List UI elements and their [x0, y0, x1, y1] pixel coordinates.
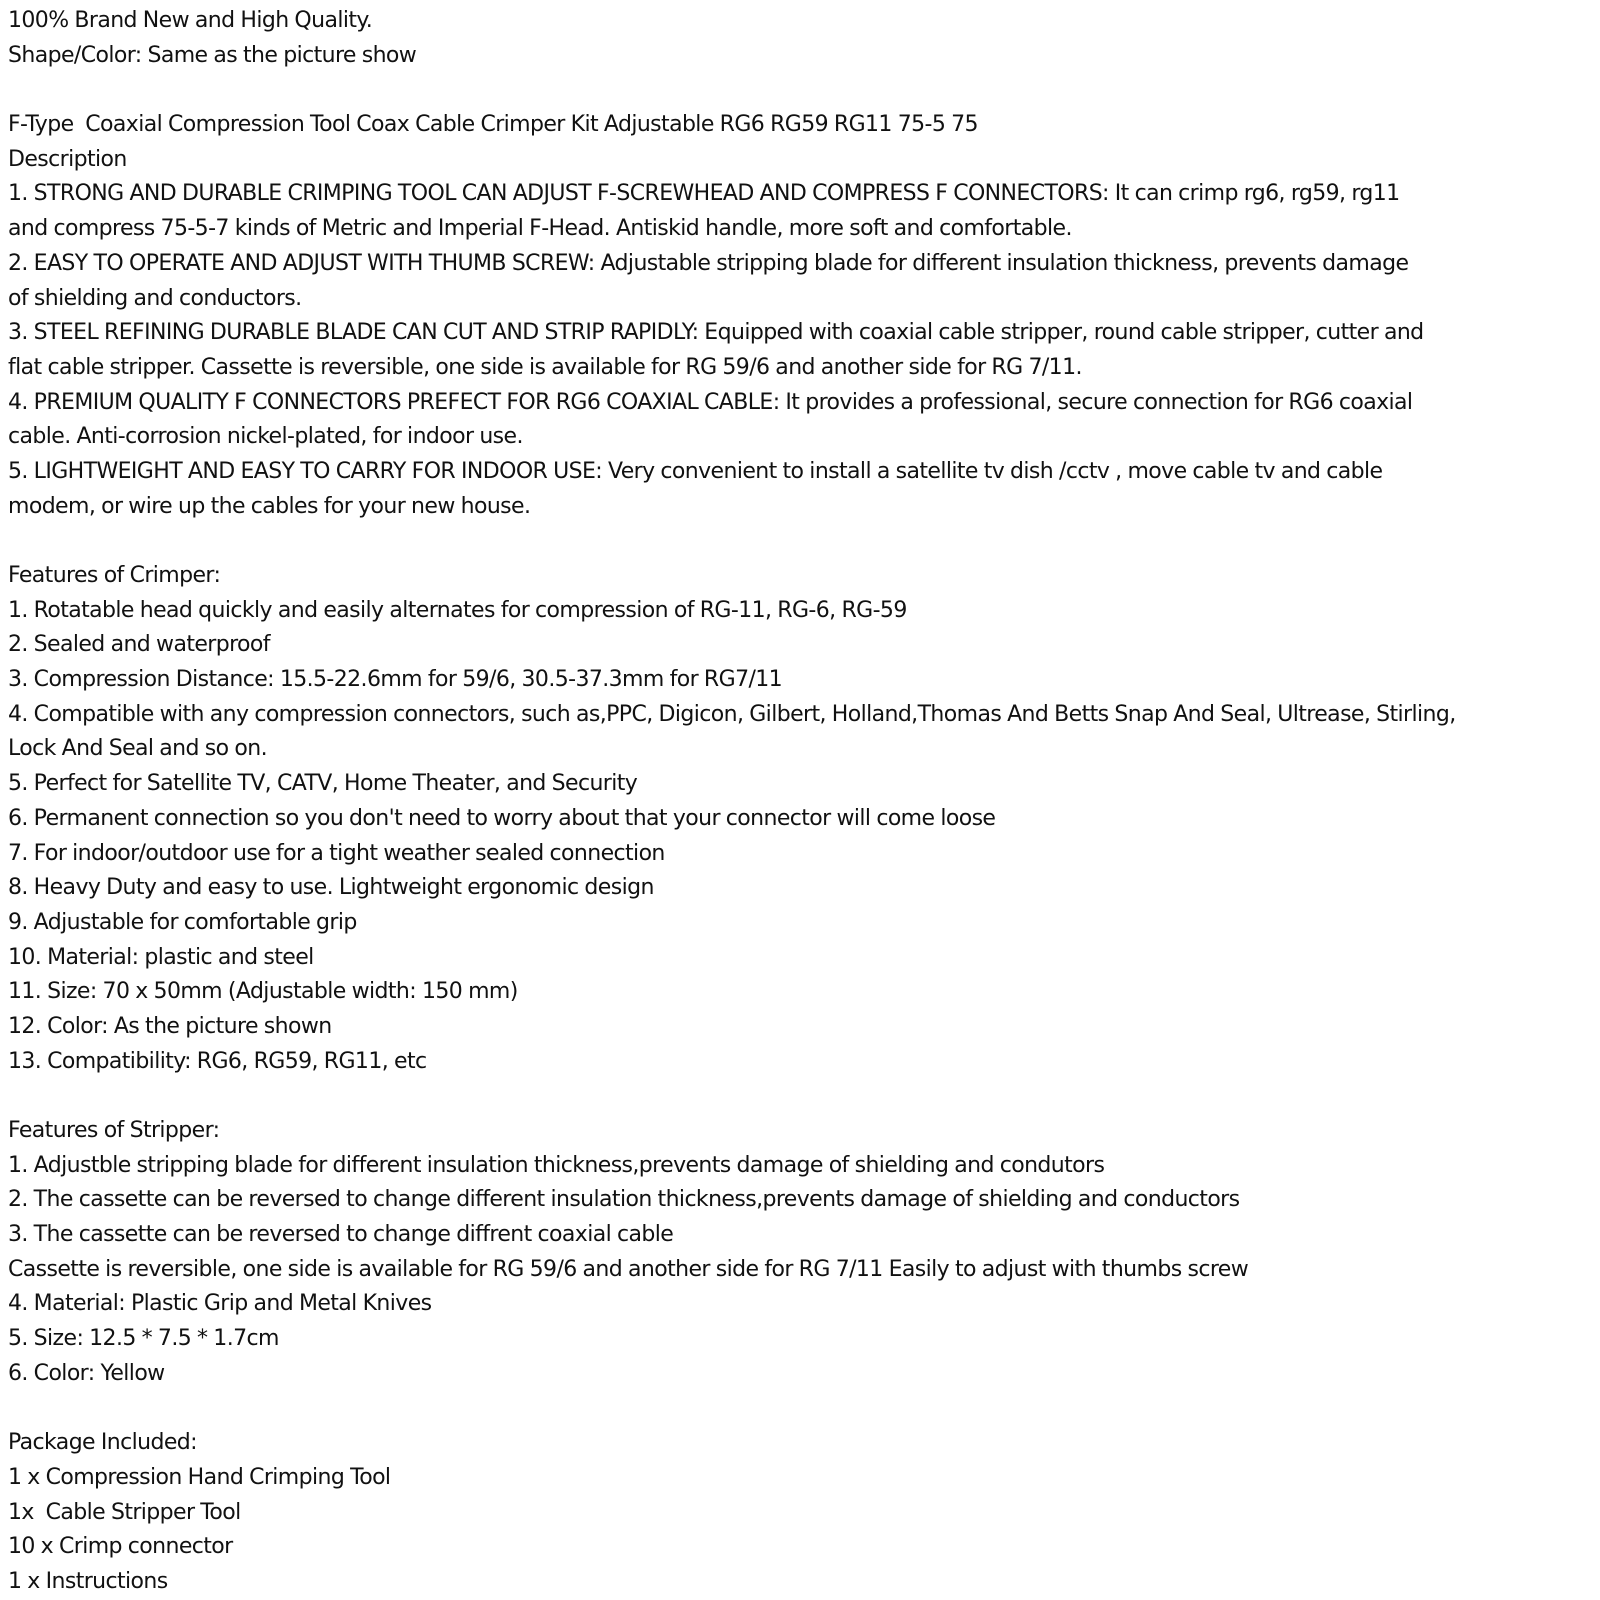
crimper-feature-item: 4. Compatible with any compression connectors, such as,PPC, Digicon, Gilbert, Holland,Thomas And Betts Snap And Seal, Ultrease, Stirling, [8, 701, 1456, 727]
crimper-features-heading: Features of Crimper: [8, 563, 221, 588]
crimper-feature-item: 5. Perfect for Satellite TV, CATV, Home Theater, and Security [8, 771, 638, 797]
package-item: 1 x Compression Hand Crimping Tool [8, 1464, 391, 1490]
crimper-feature-item: 7. For indoor/outdoor use for a tight weather sealed connection [8, 840, 665, 866]
stripper-feature-item: 5. Size: 12.5 * 7.5 * 1.7cm [8, 1326, 279, 1352]
description-line: 5. LIGHTWEIGHT AND EASY TO CARRY FOR INDOOR USE: Very convenient to install a satellite tv dish /cctv , move cable tv and cable [8, 458, 1383, 484]
description-line: 4. PREMIUM QUALITY F CONNECTORS PREFECT FOR RG6 COAXIAL CABLE: It provides a professional, secure connection for RG6 coaxial [8, 389, 1413, 415]
crimper-feature-item: 6. Permanent connection so you don't need to worry about that your connector will come loose [8, 805, 996, 831]
product-title: F-Type Coaxial Compression Tool Coax Cable Crimper Kit Adjustable RG6 RG59 RG11 75-5 75 [8, 112, 978, 138]
package-item: 1x Cable Stripper Tool [8, 1499, 241, 1525]
description-heading: Description [8, 146, 127, 172]
crimper-feature-item: 11. Size: 70 x 50mm (Adjustable width: 150 mm) [8, 979, 518, 1005]
package-item: 10 x Crimp connector [8, 1534, 233, 1560]
crimper-feature-item: 1. Rotatable head quickly and easily alternates for compression of RG-11, RG-6, RG-59 [8, 597, 907, 623]
stripper-features-heading: Features of Stripper: [8, 1118, 220, 1143]
product-description-document [8, 4, 1588, 1600]
package-included-heading: Package Included: [8, 1430, 197, 1456]
description-line: and compress 75-5-7 kinds of Metric and Imperial F-Head. Antiskid handle, more soft and comfortable. [8, 216, 1072, 242]
crimper-feature-item: 2. Sealed and waterproof [8, 632, 270, 658]
spacer [8, 1392, 1588, 1427]
crimper-feature-item: 8. Heavy Duty and easy to use. Lightweight ergonomic design [8, 875, 654, 901]
stripper-feature-item: 2. The cassette can be reversed to change different insulation thickness,prevents damage of shielding and conductors [8, 1187, 1240, 1213]
brand-new-line: 100% Brand New and High Quality. [8, 8, 373, 33]
stripper-feature-item: 3. The cassette can be reversed to change diffrent coaxial cable [8, 1222, 674, 1248]
description-line: cable. Anti-corrosion nickel-plated, for indoor use. [8, 424, 523, 450]
spacer [8, 1079, 1588, 1114]
description-line: 3. STEEL REFINING DURABLE BLADE CAN CUT AND STRIP RAPIDLY: Equipped with coaxial cable stripper, round cable stripper, cutter and [8, 320, 1424, 346]
description-line: 2. EASY TO OPERATE AND ADJUST WITH THUMB SCREW: Adjustable stripping blade for different insulation thickness, prevents damage [8, 250, 1409, 276]
stripper-feature-item: 6. Color: Yellow [8, 1360, 165, 1386]
spacer [8, 73, 1588, 108]
package-item: 1 x Instructions [8, 1568, 168, 1594]
description-line: 1. STRONG AND DURABLE CRIMPING TOOL CAN ADJUST F-SCREWHEAD AND COMPRESS F CONNECTORS: It can crimp rg6, rg59, rg11 [8, 181, 1400, 207]
description-line: of shielding and conductors. [8, 285, 302, 311]
spacer [8, 524, 1588, 559]
stripper-feature-item: 4. Material: Plastic Grip and Metal Knives [8, 1291, 432, 1317]
stripper-feature-item: Cassette is reversible, one side is available for RG 59/6 and another side for RG 7/11 Easily to adjust with thumbs screw [8, 1256, 1249, 1282]
crimper-feature-item: 9. Adjustable for comfortable grip [8, 909, 357, 935]
crimper-feature-item: 12. Color: As the picture shown [8, 1013, 332, 1039]
crimper-feature-item: 13. Compatibility: RG6, RG59, RG11, etc [8, 1048, 427, 1074]
crimper-feature-item: 10. Material: plastic and steel [8, 944, 314, 970]
description-line: flat cable stripper. Cassette is reversible, one side is available for RG 59/6 and another side for RG 7/11. [8, 354, 1082, 380]
shape-color-line: Shape/Color: Same as the picture show [8, 42, 417, 68]
crimper-feature-item: Lock And Seal and so on. [8, 736, 267, 762]
crimper-feature-item: 3. Compression Distance: 15.5-22.6mm for 59/6, 30.5-37.3mm for RG7/11 [8, 667, 783, 693]
stripper-feature-item: 1. Adjustble stripping blade for different insulation thickness,prevents damage of shielding and condutors [8, 1152, 1105, 1178]
description-line: modem, or wire up the cables for your new house. [8, 493, 531, 519]
